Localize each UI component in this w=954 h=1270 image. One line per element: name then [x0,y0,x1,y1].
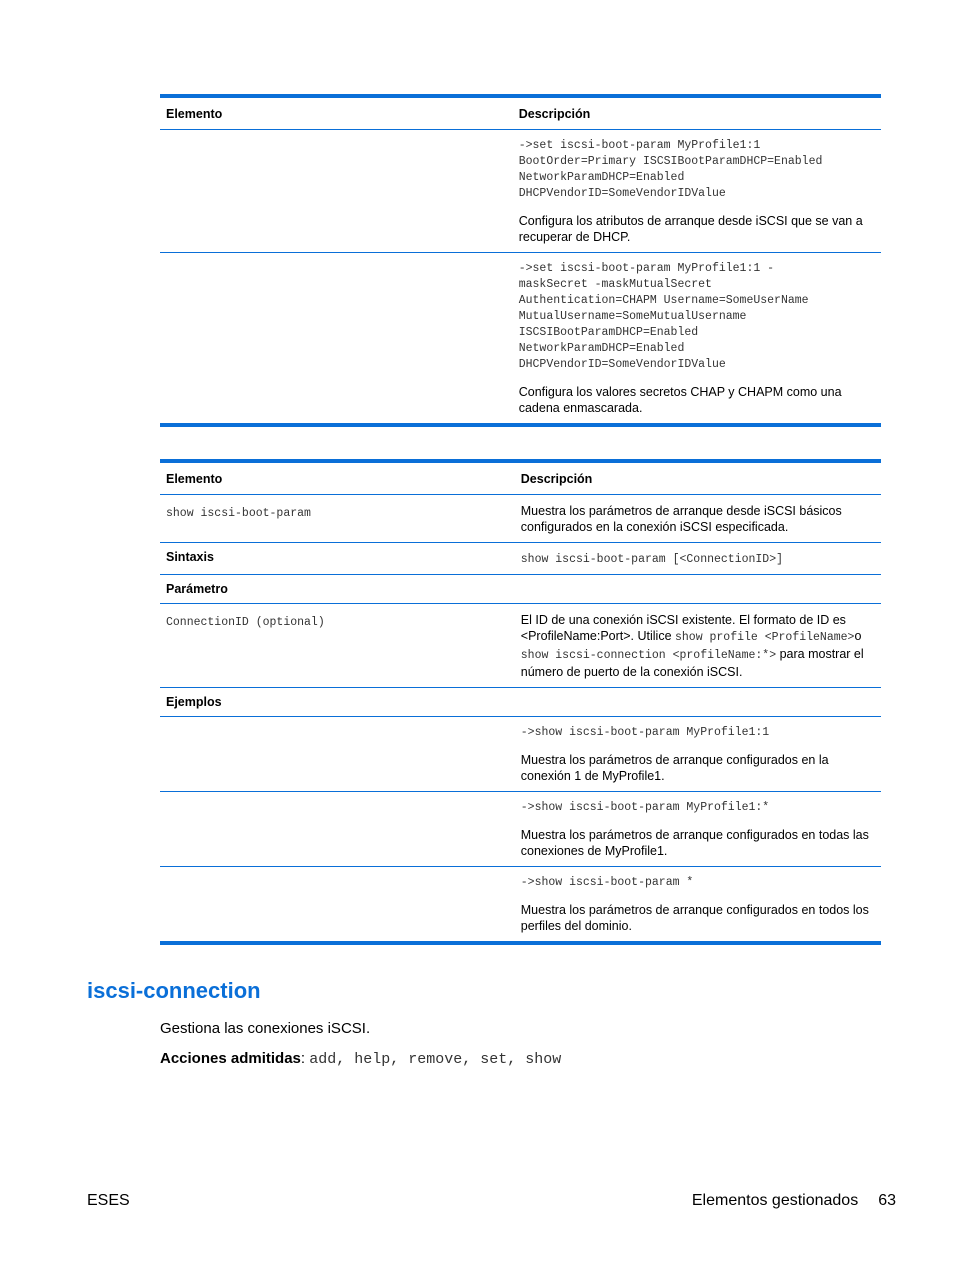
example-code: ->show iscsi-boot-param MyProfile1:1 [520,726,770,739]
section-intro: Gestiona las conexiones iSCSI. [160,1020,371,1037]
inline-code: show iscsi-connection <profileName:*> [520,649,777,662]
description-cell [513,130,881,253]
text-run: para mostrar el número de puerto de la conexión iSCSI. [520,647,864,679]
element-cell [160,604,515,688]
syntax-label: Sintaxis [160,543,515,575]
table-row-example [160,717,881,792]
parameter-label: Parámetro [160,575,515,604]
footer-right [692,1192,896,1210]
element-cell [160,717,515,792]
code-line: MutualUsername=SomeMutualUsername [518,310,747,323]
code-line: NetworkParamDHCP=Enabled [518,342,685,355]
table-row-example [160,867,881,944]
example-cell [515,717,881,792]
col-header-description: Descripción [515,461,881,495]
table-row-examples-heading [160,688,881,717]
table-show-iscsi-boot-param [160,459,881,945]
example-cell [515,867,881,944]
table-row-example [160,792,881,867]
example-description: Muestra los parámetros de arranque configurados en todas las conexiones de MyProfile1. [520,828,869,858]
table-row-command [160,495,881,543]
example-code: ->show iscsi-boot-param * [520,876,694,889]
parameter-name: ConnectionID (optional) [166,616,325,629]
footer-chapter-title: Elementos gestionados [691,1192,859,1209]
element-cell [160,495,515,543]
row-description: Configura los atributos de arranque desde iSCSI que se van a recuperar de DHCP. [518,214,863,244]
code-line: ISCSIBootParamDHCP=Enabled [518,326,699,339]
text-run: El ID de una conexión iSCSI existente. El formato de ID es <ProfileName:Port>. Utilice [520,613,846,643]
section-title: iscsi-connection [87,978,261,1003]
element-cell [160,867,515,944]
code-line: ->set iscsi-boot-param MyProfile1:1 [518,139,761,152]
code-line: NetworkParamDHCP=Enabled [518,171,685,184]
actions-label: Acciones admitidas [160,1050,301,1067]
command-description: Muestra los parámetros de arranque desde iSCSI básicos configurados en la conexión iSCSI especificada. [515,495,881,543]
element-cell [160,253,513,426]
example-code: ->show iscsi-boot-param MyProfile1:* [520,801,770,814]
inline-code: show profile <ProfileName> [675,631,855,644]
element-cell [160,130,513,253]
empty-cell [515,688,881,717]
example-description: Muestra los parámetros de arranque configurados en la conexión 1 de MyProfile1. [520,753,829,783]
code-line: ->set iscsi-boot-param MyProfile1:1 - [518,262,775,275]
row-description: Configura los valores secretos CHAP y CHAPM como una cadena enmascarada. [518,385,842,415]
example-description: Muestra los parámetros de arranque configurados en todos los perfiles del dominio. [520,903,869,933]
page-number: 63 [878,1192,896,1209]
table-row-parameter [160,604,881,688]
table-row [160,253,881,426]
code-line: DHCPVendorID=SomeVendorIDValue [518,358,726,371]
text-run: o [854,629,862,643]
supported-actions [160,1050,561,1068]
syntax-cell [515,543,881,575]
col-header-description: Descripción [513,96,881,130]
table-row-parameter-heading [160,575,881,604]
code-line: BootOrder=Primary ISCSIBootParamDHCP=Enabled [518,155,823,168]
code-line: maskSecret -maskMutualSecret [518,278,712,291]
table-header [160,461,881,495]
code-line: DHCPVendorID=SomeVendorIDValue [518,187,726,200]
code-line: Authentication=CHAPM Username=SomeUserName [518,294,809,307]
empty-cell [515,575,881,604]
parameter-description [515,604,881,688]
table-header [160,96,881,130]
example-cell [515,792,881,867]
table-row [160,130,881,253]
code-block [519,138,875,202]
syntax-value: show iscsi-boot-param [<ConnectionID>] [520,553,784,566]
footer-locale: ESES [87,1192,130,1209]
col-header-element: Elemento [160,96,513,130]
actions-separator: : [300,1050,310,1067]
command-name: show iscsi-boot-param [166,507,311,520]
description-cell [513,253,881,426]
actions-list: add, help, remove, set, show [309,1051,562,1068]
examples-label: Ejemplos [160,688,515,717]
table-set-examples [160,94,881,427]
table-row-syntax [160,543,881,575]
col-header-element: Elemento [160,461,515,495]
code-block [519,261,875,373]
element-cell [160,792,515,867]
